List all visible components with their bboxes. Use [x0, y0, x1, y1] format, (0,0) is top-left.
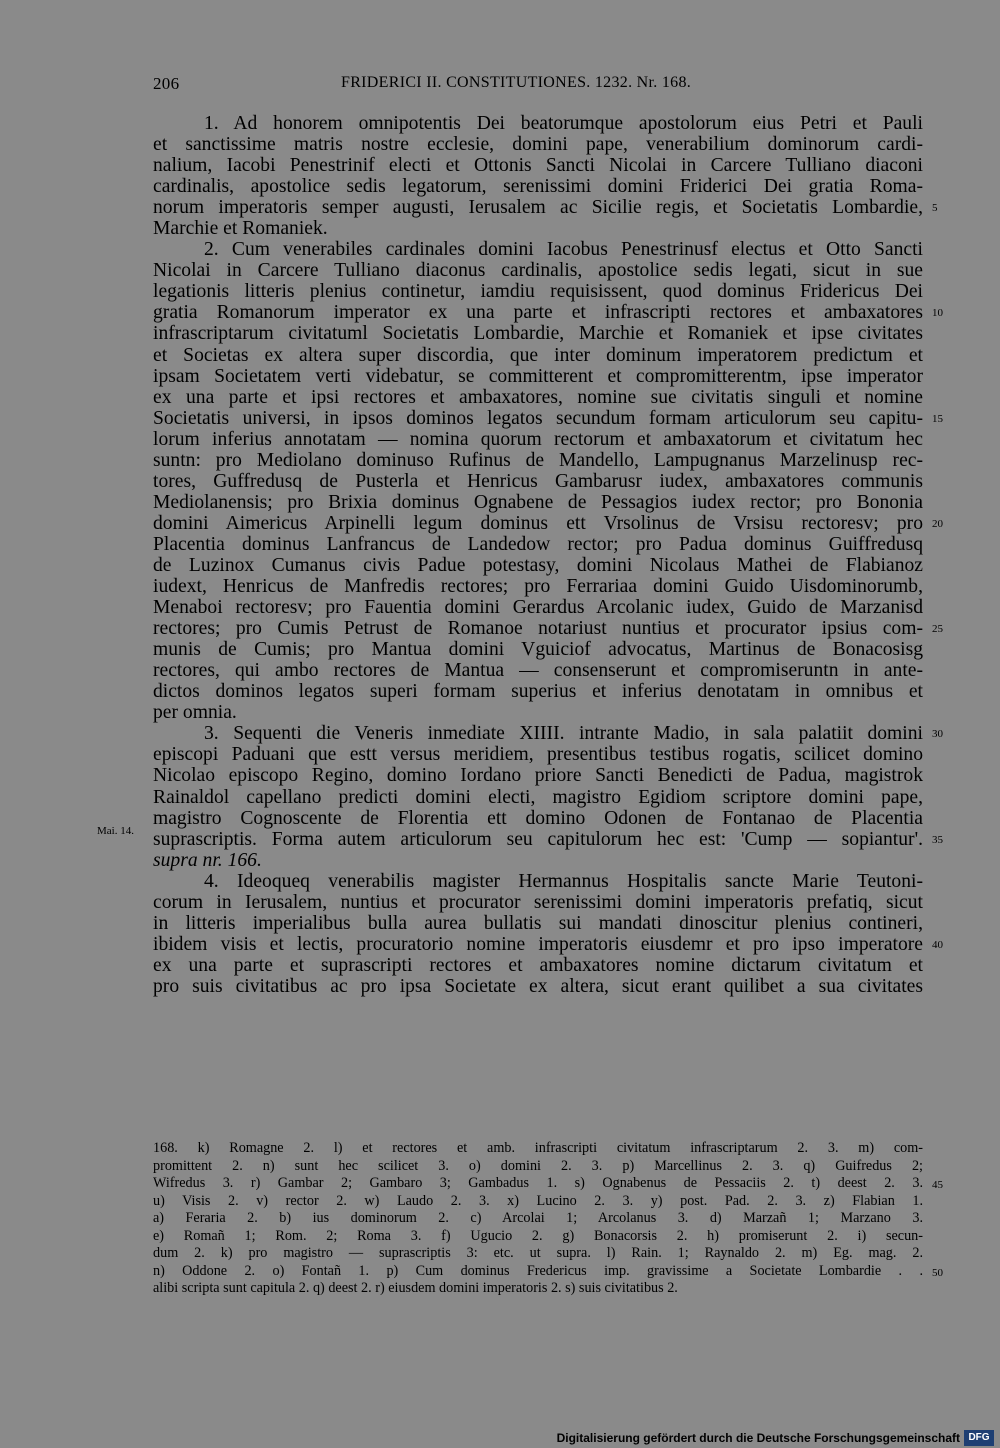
text-line: ipsam Societatem verti videbatur, se committerent et compromitterentm, ipse imperator	[153, 365, 923, 387]
text-line: Menaboi rectoresv; pro Fauentia domini Gerardus Arcolanic iudex, Guido de Marzanisd	[153, 597, 923, 619]
footer-bar	[0, 1430, 1000, 1448]
text-line: ex una parte et ipsi rectores et ambaxatores, nomine sue civitatis singuli et nomine	[153, 386, 923, 408]
text-line: 4. Ideoqueq venerabilis magister Hermannus Hospitalis sancte Marie Teutoni-	[204, 870, 923, 892]
line-number: 5	[932, 202, 938, 215]
text-line: Mediolanensis; pro Brixia dominus Ognabene de Pessagios iudex rector; pro Bononia	[153, 491, 923, 513]
line-number: 25	[932, 623, 943, 636]
text-line: domini Aimericus Arpinelli legum dominus ett Vrsolinus de Vrsisu rectoresv; pro	[153, 512, 923, 534]
running-title: FRIDERICI II. CONSTITUTIONES. 1232. Nr. 168.	[341, 74, 692, 91]
text-line: et Societas ex altera super discordia, que inter dominum imperatorem predictum et	[153, 344, 923, 366]
footnote-line-number: 45	[932, 1179, 943, 1191]
text-line: de Luzinox Cumanus civis Padue potestasy, domini Nicolaus Mathei de Flabianoz	[153, 554, 923, 576]
line-number: 20	[932, 517, 943, 530]
text-line: cardinalis, apostolice sedis legatorum, serenissimi domini Friderici Dei gratia Roma-	[153, 176, 923, 198]
footnotes	[153, 1140, 923, 1298]
line-number: 30	[932, 728, 943, 741]
text-line: 2. Cum venerabiles cardinales domini Iacobus Penestrinusf electus et Otto Sancti	[204, 239, 923, 261]
dfg-logo: DFG	[964, 1430, 994, 1446]
text-line: rectores; pro Cumis Petrust de Romanoe notariust nuntius et procurator ipsius com-	[153, 618, 923, 640]
text-line: Nicolao episcopo Regino, domino Iordano priore Sancti Benedicti de Padua, magistrok	[153, 765, 923, 787]
line-number: 40	[932, 938, 943, 951]
footnote-line: n) Oddone 2. o) Fontañ 1. p) Cum dominus Fredericus imp. gravissime a Societate Lombardie . .	[153, 1262, 923, 1279]
text-line: munis de Cumis; pro Mantua domini Vguiciof advocatus, Martinus de Bonacosisg	[153, 639, 923, 661]
text-line: nalium, Iacobi Penestrinif electi et Ottonis Sancti Nicolai in Carcere Tulliano diaconi	[153, 155, 923, 177]
main-text	[153, 113, 923, 997]
text-line: ex una parte et suprascripti rectores et ambaxatores nomine dictarum civitatum et	[153, 954, 923, 976]
line-number: 35	[932, 833, 943, 846]
footnote-line-number: 50	[932, 1266, 943, 1279]
margin-date-note: Mai. 14.	[97, 825, 134, 837]
text-line: ibidem visis et lectis, procuratorio nomine imperatoris eiusdemr et pro ipso imperatore	[153, 933, 923, 955]
text-line: et sanctissime matris nostre ecclesie, domini pape, venerabilium dominorum cardi-	[153, 134, 923, 156]
footnote-line: promittent 2. n) sunt hec scilicet 3. o) domini 2. 3. p) Marcellinus 2. 3. q) Guifredus 2;	[153, 1157, 923, 1174]
text-line: infrascriptarum civitatuml Societatis Lombardie, Marchie et Romaniek et ipse civitates	[153, 323, 923, 345]
text-line: gratia Romanorum imperator ex una parte et infrascripti rectores et ambaxatores	[153, 302, 923, 324]
line-number: 10	[932, 307, 943, 320]
text-line: 3. Sequenti die Veneris inmediate XIIII. intrante Madio, in sala palatiit domini	[204, 723, 923, 745]
text-line: lorum inferius annotatam — nomina quorum rectorum et ambaxatorum et civitatum hec	[153, 428, 923, 450]
footnote-line: Wifredus 3. r) Gambar 2; Gambaro 3; Gambadus 1. s) Ognabenus de Pessaciis 2. t) deest 2. 3.	[153, 1175, 923, 1191]
text-line: per omnia.	[153, 702, 237, 724]
text-line: norum imperatoris semper augusti, Ierusalem ac Sicilie regis, et Societatis Lombardie,	[153, 197, 923, 219]
footnote-line: dum 2. k) pro magistro — suprascriptis 3: etc. ut supra. l) Rain. 1; Raynaldo 2. m) Eg. mag. 2.	[153, 1245, 923, 1261]
footnote-line: alibi scripta sunt capitula 2. q) deest 2. r) eiusdem domini imperatoris 2. s) suis civitatibus 2.	[153, 1280, 678, 1296]
text-line: rectores, qui ambo rectores de Mantua — consenserunt et compromiseruntn in ante-	[153, 660, 923, 682]
footnote-line: e) Romañ 1; Rom. 2; Roma 3. f) Ugucio 2. g) Bonacorsis 2. h) promiserunt 2. i) secun-	[153, 1227, 923, 1244]
text-line: 1. Ad honorem omnipotentis Dei beatorumque apostolorum eius Petri et Pauli	[204, 113, 923, 134]
text-line: episcopi Paduani que estt versus meridiem, presentibus testibus rogatis, scilicet domino	[153, 744, 923, 766]
text-line: magistro Cognoscente de Florentia ett domino Odonen de Fontanao de Placentia	[153, 807, 923, 829]
text-line: Marchie et Romaniek.	[153, 218, 328, 240]
page-number: 206	[153, 74, 180, 93]
text-line: corum in Ierusalem, nuntius et procurator serenissimi domini imperatoris prefatiq, sicut	[153, 891, 923, 913]
footnote-line: 168. k) Romagne 2. l) et rectores et amb. infrascripti civitatum infrascriptarum 2. 3. m) com-	[153, 1140, 923, 1156]
text-line: tores, Guffredusq de Pusterla et Henricus Gambarusr iudex, ambaxatores communis	[153, 470, 923, 492]
text-line: iudext, Henricus de Manfredis rectores; pro Ferrariaa domini Guido Uisdominorumb,	[153, 576, 923, 598]
text-line: Societatis universi, in ipsos dominos legatos secundum formam articulorum seu capitu-	[153, 407, 923, 429]
text-line: suntn: pro Mediolano dominuso Rufinus de Mandello, Lampugnanus Marzelinusp rec-	[153, 449, 923, 471]
text-line: pro suis civitatibus ac pro ipsa Societate ex altera, sicut erant quilibet a sua civitates	[153, 975, 923, 997]
line-number: 15	[932, 412, 943, 425]
text-line: suprascriptis. Forma autem articulorum seu capitulorum hec est: 'Cump — sopiantur'.	[153, 828, 923, 850]
footnote-line: a) Feraria 2. b) ius dominorum 2. c) Arcolai 1; Arcolanus 3. d) Marzañ 1; Marzano 3.	[153, 1210, 923, 1226]
text-line: Placentia dominus Lanfrancus de Landedow rector; pro Padua dominus Guiffredusq	[153, 533, 923, 555]
funding-credit: Digitalisierung gefördert durch die Deutsche Forschungsgemeinschaft	[556, 1431, 960, 1445]
text-line: in litteris imperialibus bulla aurea bullatis sui mandati dinoscitur plenius contineri,	[153, 912, 923, 934]
text-line: legationis litteris plenius continetur, iamdiu requisissent, quod dominus Fridericus Dei	[153, 281, 923, 303]
text-line: Nicolai in Carcere Tulliano diaconus cardinalis, apostolice sedis legati, sicut in sue	[153, 260, 923, 282]
page-header	[153, 74, 923, 96]
text-line: dictos dominos legatos superi formam superius et inferius denotatam in omnibus et	[153, 681, 923, 703]
text-line: Rainaldol capellano predicti domini electi, magistro Egidiom scriptore domini pape,	[153, 786, 923, 808]
text-line: supra nr. 166.	[153, 849, 262, 871]
footnote-line: u) Visis 2. v) rector 2. w) Laudo 2. 3. x) Lucino 2. 3. y) post. Pad. 2. 3. z) Flabian 1.	[153, 1192, 923, 1209]
